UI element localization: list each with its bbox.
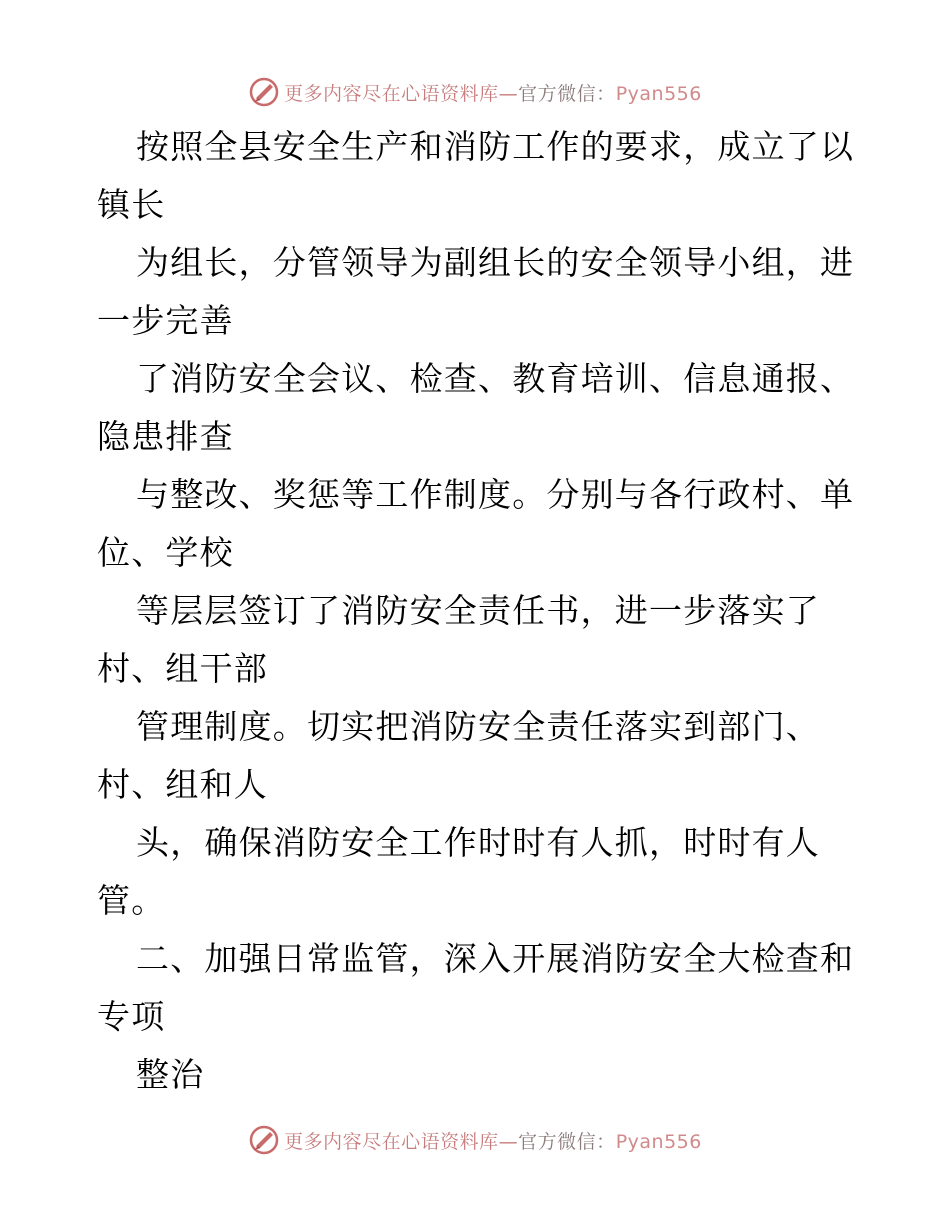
text-line: 专项 [97, 997, 166, 1036]
text-line: 管。 [97, 881, 166, 920]
text-line: 二、加强日常监管，深入开展消防安全大检查和 [136, 939, 855, 978]
text-line: 镇长 [97, 185, 166, 224]
logo-icon [248, 76, 280, 108]
text-line: 整治 [136, 1055, 205, 1094]
text-line: 与整改、奖惩等工作制度。分别与各行政村、单 [136, 475, 855, 514]
text-line: 了消防安全会议、检查、教育培训、信息通报、 [136, 359, 855, 398]
footer-watermark-banner [0, 1120, 950, 1160]
text-line: 管理制度。切实把消防安全责任落实到部门、 [136, 707, 820, 746]
text-line: 按照全县安全生产和消防工作的要求，成立了以 [136, 127, 855, 166]
logo-icon [248, 1124, 280, 1156]
text-line: 村、组干部 [97, 649, 268, 688]
document-body [97, 118, 877, 1104]
watermark-text: 更多内容尽在心语资料库—官方微信：Pyan556 [284, 82, 702, 105]
text-line: 一步完善 [97, 301, 234, 340]
text-line: 头，确保消防安全工作时时有人抓，时时有人 [136, 823, 820, 862]
text-line: 隐患排查 [97, 417, 234, 456]
watermark-text: 更多内容尽在心语资料库—官方微信：Pyan556 [284, 1130, 702, 1153]
text-line: 等层层签订了消防安全责任书，进一步落实了 [136, 591, 820, 630]
text-line: 村、组和人 [97, 765, 268, 804]
header-watermark-banner [0, 72, 950, 112]
text-line: 为组长，分管领导为副组长的安全领导小组，进 [136, 243, 855, 282]
text-line: 位、学校 [97, 533, 234, 572]
